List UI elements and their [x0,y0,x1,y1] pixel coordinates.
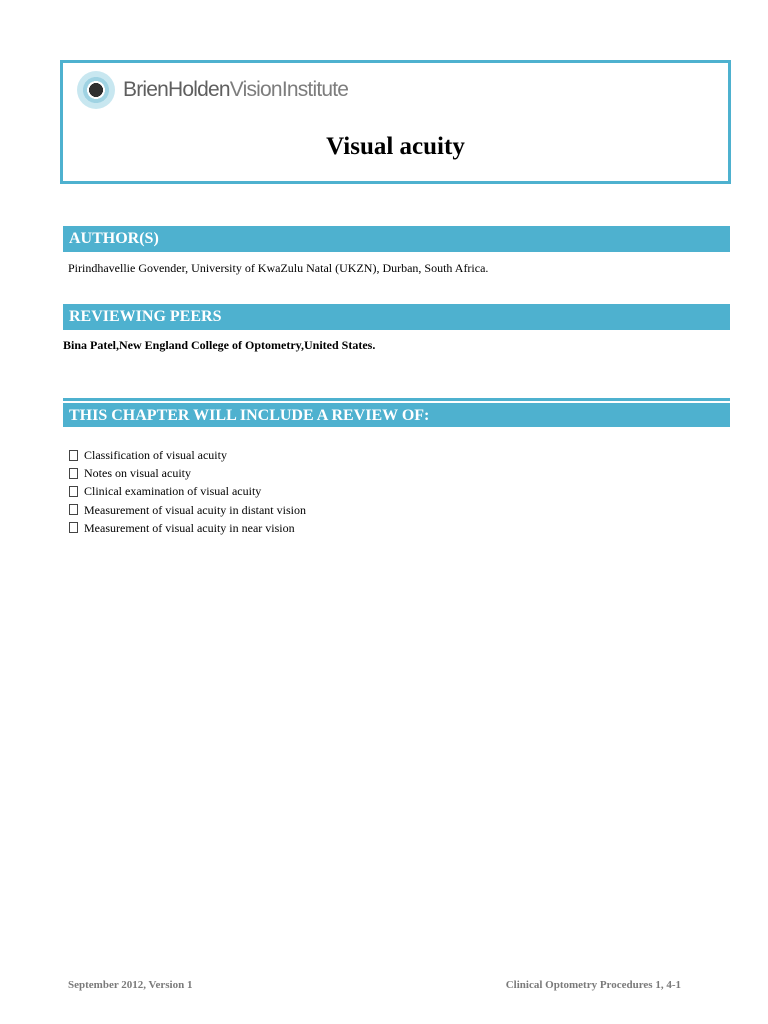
checkbox-bullet-icon [69,504,78,515]
list-item-text: Measurement of visual acuity in near vision [84,520,295,535]
authors-heading: AUTHOR(S) [63,226,730,252]
footer-page-ref: Clinical Optometry Procedures 1, 4-1 [505,979,681,991]
list-item [68,482,306,500]
list-item-text: Notes on visual acuity [84,466,191,481]
list-item-text: Classification of visual acuity [84,448,227,463]
checkbox-bullet-icon [69,468,78,479]
logo-wordmark [123,78,348,102]
list-item [68,501,306,519]
logo-word-brien: Brien [123,78,169,101]
logo-word-vision: Vision [229,78,282,101]
review-list [68,446,306,537]
checkbox-bullet-icon [69,486,78,497]
list-item [68,446,306,464]
checkbox-bullet-icon [69,450,78,461]
title-header-box [60,60,731,184]
eye-logo-icon [77,71,115,109]
institute-logo [77,71,348,109]
list-item-text: Measurement of visual acuity in distant vision [84,502,306,517]
authors-text: Pirindhavellie Govender, University of KwaZulu Natal (UKZN), Durban, South Africa. [68,261,489,275]
logo-word-institute: Institute [281,78,349,101]
logo-word-holden: Holden [168,78,230,101]
reviewers-text: Bina Patel,New England College of Optometry,United States. [63,338,376,352]
reviewers-heading: REVIEWING PEERS [63,304,730,330]
list-item [68,464,306,482]
list-item [68,519,306,537]
review-heading: THIS CHAPTER WILL INCLUDE A REVIEW OF: [63,401,730,427]
page-title: Visual acuity [326,133,465,160]
footer-date-version: September 2012, Version 1 [68,979,193,991]
checkbox-bullet-icon [69,522,78,533]
list-item-text: Clinical examination of visual acuity [84,484,262,499]
